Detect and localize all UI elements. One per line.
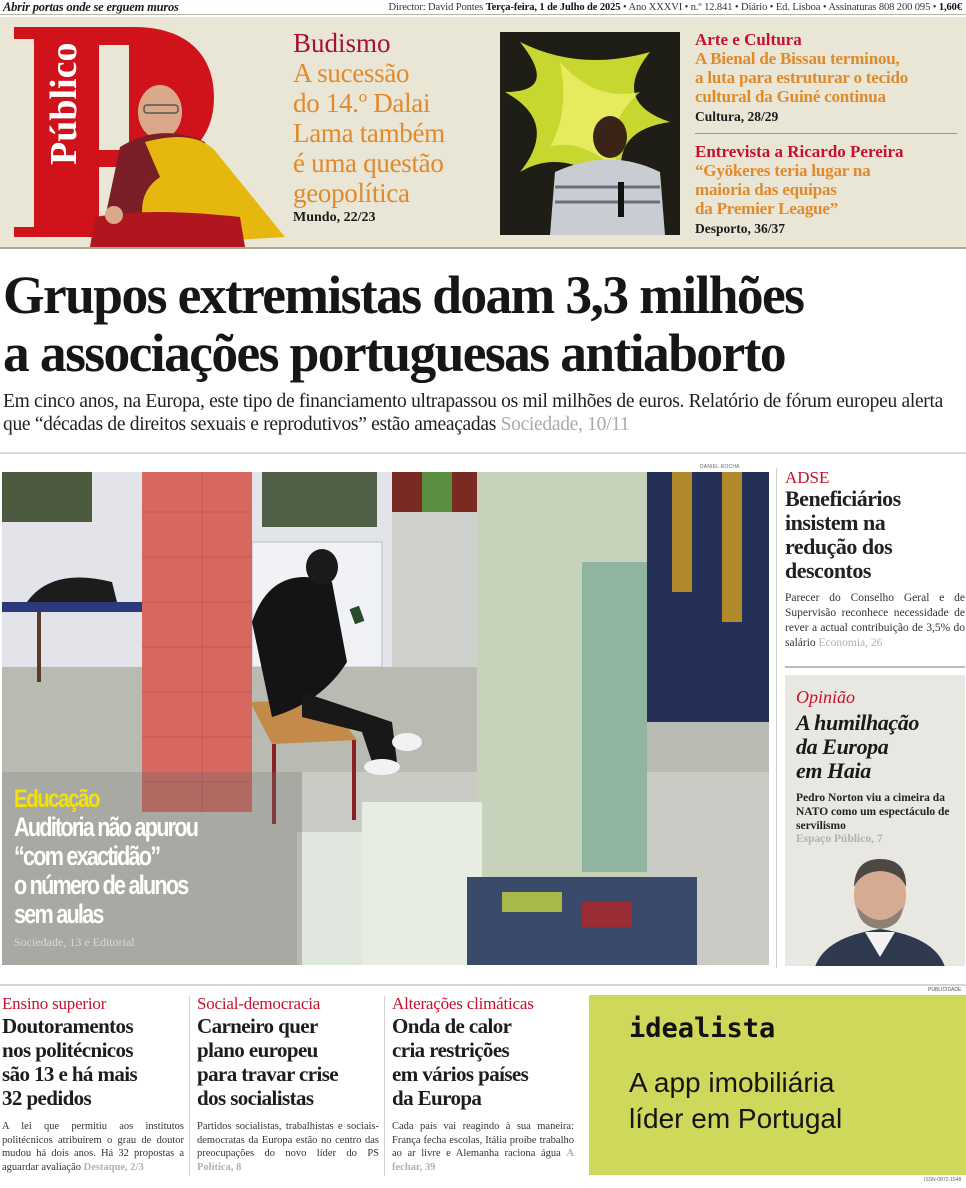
ad-tagline: A app imobiliária líder em Portugal <box>629 1067 843 1134</box>
svg-text:Público: Público <box>43 42 85 165</box>
story-kicker: Educação <box>14 785 100 813</box>
page-ref: Política, 8 <box>197 1161 242 1173</box>
ad-brand: idealista <box>629 1013 776 1044</box>
story-headline[interactable]: Carneiro quer plano europeu para travar crise dos socialistas <box>197 1014 339 1110</box>
page-ref: Cultura, 28/29 <box>695 109 779 124</box>
issue-date: Terça-feira, 1 de Julho de 2025 <box>485 1 621 13</box>
lead-story[interactable] <box>3 266 963 436</box>
promo-side-stories <box>695 30 960 237</box>
page-ref: Economia, 26 <box>818 637 883 649</box>
publico-wordmark <box>28 37 88 167</box>
promo-kicker: Arte e Cultura <box>695 30 802 49</box>
story-headline[interactable]: Beneficiários insistem na redução dos descontos <box>785 486 901 583</box>
divider <box>785 666 965 668</box>
promo-headline[interactable]: A Bienal de Bissau terminou, a luta para estruturar o tecido cultural da Guiné continua <box>695 49 909 106</box>
lead-headline[interactable]: Grupos extremistas doam 3,3 milhões a associações portuguesas antiaborto <box>3 265 804 383</box>
divider <box>189 996 190 1176</box>
promo-band <box>0 17 966 249</box>
issn: ISSN-0872-1548 <box>924 1177 962 1183</box>
divider <box>0 452 966 454</box>
page-ref: Destaque, 2/3 <box>83 1161 144 1173</box>
story-social-democracia[interactable] <box>197 994 379 1174</box>
dalai-lama-photo[interactable] <box>90 67 290 247</box>
ad-label: PUBLICIDADE <box>928 987 962 993</box>
story-headline[interactable]: Onda de calor cria restrições em vários países da Europa <box>392 1014 529 1110</box>
story-body: A lei que permitiu aos institutos politécnicos atribuírem o grau de doutor mudou há dois anos. Há 32 propostas a aguardar avaliação Destaque, 2/3 <box>2 1121 184 1173</box>
divider <box>0 984 966 986</box>
page-ref: Mundo, 22/23 <box>293 210 376 225</box>
story-ensino-superior[interactable] <box>2 994 184 1174</box>
promo-kicker: Entrevista a Ricardo Pereira <box>695 142 904 161</box>
adse-story[interactable] <box>785 468 965 651</box>
promo-kicker: Budismo <box>293 28 391 58</box>
story-kicker: ADSE <box>785 468 830 487</box>
story-kicker: Alterações climáticas <box>392 994 534 1013</box>
promo-entrevista[interactable] <box>695 142 960 237</box>
bienal-speaker-photo[interactable] <box>500 32 680 235</box>
motto: Abrir portas onde se erguem muros <box>3 0 179 14</box>
columnist-photo <box>805 847 955 966</box>
story-body: Pedro Norton viu a cimeira da NATO como um espectáculo de servilismo <box>796 792 950 832</box>
story-body: Parecer do Conselho Geral e de Supervisão reconhece necessidade de rever a actual contribuição de 3,5% do salário Economia, 26 <box>785 592 965 649</box>
promo-headline[interactable]: A sucessão do 14.º Dalai Lama também é uma questão geopolítica <box>293 58 445 208</box>
director: Director: David Pontes <box>388 1 484 13</box>
edition-info <box>389 2 966 13</box>
masthead-strip <box>0 0 966 15</box>
page-ref: Desporto, 36/37 <box>695 221 785 236</box>
promo-budismo[interactable] <box>293 29 493 226</box>
divider <box>384 996 385 1176</box>
photo-credit: DANIEL ROCHA <box>700 464 740 470</box>
page-ref: Sociedade, 13 e Editorial <box>14 935 135 949</box>
story-headline[interactable]: Auditoria não apurou “com exactidão” o número de alunos sem aulas <box>14 812 198 929</box>
story-kicker: Ensino superior <box>2 994 107 1013</box>
page-ref: A fechar, 39 <box>392 1148 574 1173</box>
page-ref: Espaço Público, 7 <box>796 833 883 845</box>
promo-headline[interactable]: “Gyökeres teria lugar na maioria das equipas da Premier League” <box>695 161 871 218</box>
divider <box>776 468 777 968</box>
divider <box>695 133 957 134</box>
education-story[interactable] <box>14 786 274 950</box>
idealista-ad[interactable] <box>589 995 966 1175</box>
price: 1,60€ <box>938 1 962 13</box>
story-headline[interactable]: A humilhação da Europa em Haia <box>796 710 919 783</box>
lead-standfirst: Em cinco anos, na Europa, este tipo de financiamento ultrapassou os mil milhões de euros. Relatório de fórum europeu alerta que “décadas de direitos sexuais e reprodutivos” estão ameaçadas Sociedade, 10/11 <box>3 391 943 435</box>
story-headline[interactable]: Doutoramentos nos politécnicos são 13 e há mais 32 pedidos <box>2 1014 138 1110</box>
edition-details: • Ano XXXVI • n.º 12.841 • Diário • Ed. Lisboa • Assinaturas 808 200 095 • <box>622 1 937 13</box>
story-alteracoes-climaticas[interactable] <box>392 994 574 1174</box>
page-ref: Sociedade, 10/11 <box>500 414 630 435</box>
story-kicker: Social-democracia <box>197 994 321 1013</box>
story-body: Cada país vai reagindo à sua maneira: França fecha escolas, Itália proíbe trabalho ao ar livre e Alemanha raciona água A fechar, 39 <box>392 1121 574 1173</box>
opinion-box[interactable] <box>785 675 965 966</box>
story-body: Partidos socialistas, trabalhistas e sociais-democratas da Europa estão no centro das preocupações do novo líder do PS Política, 8 <box>197 1121 379 1173</box>
promo-bienal[interactable] <box>695 30 960 125</box>
story-kicker: Opinião <box>796 687 856 707</box>
